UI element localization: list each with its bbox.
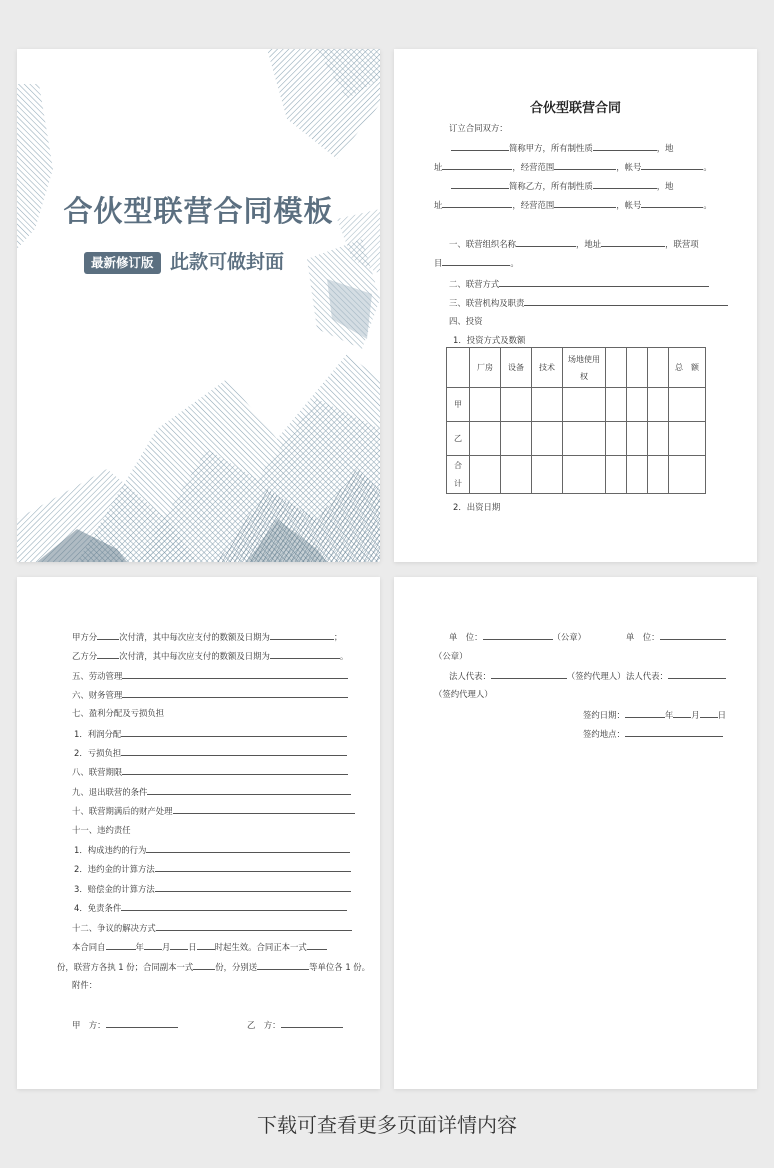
text-line: 十二、争议的解决方式 xyxy=(72,921,352,934)
table-header: 设备 xyxy=(501,348,532,388)
table-cell xyxy=(627,348,648,388)
text-line: 2．出资日期 xyxy=(453,502,501,512)
text-line: 法人代表： xyxy=(626,669,726,682)
sign-location: 签约地点： xyxy=(583,727,723,740)
text-line: 七、盈利分配及亏损负担 xyxy=(72,708,165,718)
row-label: 乙 xyxy=(447,422,470,456)
table-cell xyxy=(606,348,627,388)
text-line: 三、联营机构及职责 xyxy=(449,296,728,309)
contract-title: 合伙型联营合同 xyxy=(529,101,621,116)
text-line: 十一、违约责任 xyxy=(72,825,131,835)
text-line: （公章） xyxy=(434,651,468,661)
cover-title: 合伙型联营合同模板 xyxy=(63,194,334,228)
text-line: 单 位： （公章） xyxy=(449,632,586,642)
text-line: 单 位： xyxy=(626,630,726,643)
text-line: 一、联营组织名称 ，地址 ，联营项 xyxy=(449,239,699,249)
text-line: 目 。 xyxy=(434,258,519,268)
text-line: 四、投资 xyxy=(449,316,483,326)
row-label: 合 计 xyxy=(447,456,470,494)
text-line: 甲方分 次付清，其中每次应支付的数额及日期为 ； xyxy=(72,632,343,642)
text-line: 简称甲方，所有制性质 ，地 xyxy=(451,141,674,154)
text-line: 3．赔偿金的计算方法 xyxy=(74,882,351,895)
row-label: 甲 xyxy=(447,388,470,422)
cover-subtitle: 此款可做封面 xyxy=(170,251,285,273)
text-line: 份，联营方各执 1 份；合同副本一式 份，分别送 等单位各 1 份。 xyxy=(57,962,371,972)
contract-page-3 xyxy=(394,577,757,1089)
cover-geometric-art xyxy=(17,49,380,562)
table-header: 技术 xyxy=(532,348,563,388)
investment-table xyxy=(446,347,706,494)
signature-party-a: 甲 方： xyxy=(72,1018,178,1031)
table-row xyxy=(447,456,706,494)
table-header: 总 额 xyxy=(669,348,706,388)
table-cell xyxy=(648,348,669,388)
text-line: 1．投资方式及数额 xyxy=(453,335,526,345)
sign-date: 签约日期： 年 月 日 xyxy=(583,710,726,720)
contract-page-2 xyxy=(17,577,380,1089)
text-line: 址 ，经营范围 ，帐号 。 xyxy=(434,162,712,172)
table-header: 场地使用 权 xyxy=(563,348,606,388)
text-line: 六、财务管理 xyxy=(72,688,348,701)
text-line: 简称乙方，所有制性质 ，地 xyxy=(451,179,674,192)
text-line: 2．亏损负担 xyxy=(74,746,347,759)
cover-page xyxy=(17,49,380,562)
text-line: 本合同自 年 月 日 时起生效。合同正本一式 xyxy=(72,940,327,953)
text-line: 4．免责条件 xyxy=(74,901,347,914)
cover-badge: 最新修订版 xyxy=(84,252,161,274)
table-cell xyxy=(447,348,470,388)
table-header: 厂房 xyxy=(470,348,501,388)
table-row xyxy=(447,388,706,422)
table-row xyxy=(447,422,706,456)
text-line: （签约代理人） xyxy=(434,689,493,699)
text-line: 五、劳动管理 xyxy=(72,669,348,682)
text-line: 十、联营期满后的财产处理 xyxy=(72,804,355,817)
contract-page-1 xyxy=(394,49,757,562)
text-line: 址 ，经营范围 ，帐号 。 xyxy=(434,200,712,210)
text-line: 法人代表： （签约代理人） xyxy=(449,671,626,681)
text-line: 2．违约金的计算方法 xyxy=(74,862,351,875)
text-line: 九、退出联营的条件 xyxy=(72,785,351,798)
text-line: 八、联营期限 xyxy=(72,765,348,778)
text-line: 乙方分 次付清，其中每次应支付的数额及日期为 。 xyxy=(72,651,349,661)
text-line: 1．利润分配 xyxy=(74,727,347,740)
text-line: 附件： xyxy=(72,980,98,990)
signature-party-b: 乙 方： xyxy=(247,1018,343,1031)
footer-caption: 下载可查看更多页面详情内容 xyxy=(257,1113,517,1137)
text-line: 二、联营方式 xyxy=(449,277,709,290)
text-line: 订立合同双方： xyxy=(449,123,508,133)
text-line: 1．构成违约的行为 xyxy=(74,843,350,856)
